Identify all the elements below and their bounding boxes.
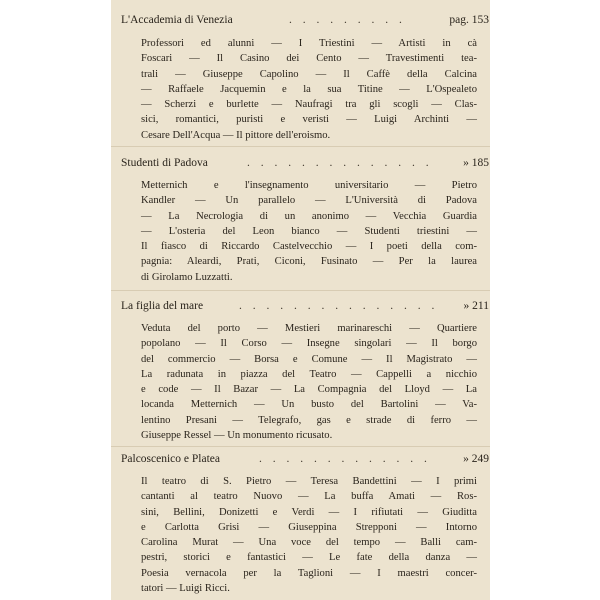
summary-line: cantanti al teatro Nuovo — La buffa Amati — Ros-	[141, 491, 477, 503]
section-summary	[141, 474, 477, 596]
dot-leader: . . . . . . . . .	[289, 14, 406, 26]
section-summary	[141, 321, 477, 443]
summary-line: Foscari — Il Casino dei Cento — Travestimenti tea-	[141, 53, 477, 65]
section-divider	[111, 446, 490, 447]
summary-line: sini, Bellini, Donizetti e Verdi — I rifiutati — Giuditta	[141, 506, 477, 518]
summary-line: Carolina Murat — Una voce del tempo — Balli cam-	[141, 537, 477, 549]
section-divider	[111, 290, 490, 291]
summary-line: Cesare Dell'Acqua — Il pittore dell'eroismo.	[141, 129, 331, 141]
summary-line: e code — Il Bazar — La Compagnia del Lloyd — La	[141, 384, 477, 396]
toc-heading	[121, 155, 489, 171]
summary-line: Poesia vernacola per la Taglioni — I maestri concer-	[141, 567, 477, 579]
summary-line: popolano — Il Corso — Insegne singolari — Il borgo	[141, 338, 477, 350]
page-number: pag. 153	[449, 14, 489, 26]
section-title: L'Accademia di Venezia	[121, 14, 233, 26]
summary-line: Kandler — Un parallelo — L'Università di Padova	[141, 195, 477, 207]
dot-leader: . . . . . . . . . . . . .	[259, 453, 431, 465]
summary-line: Professori ed alunni — I Triestini — Artisti in cà	[141, 38, 477, 49]
summary-line: del commercio — Borsa e Comune — Il Magistrato —	[141, 353, 477, 365]
summary-line: Giuseppe Ressel — Un monumento ricusato.	[141, 430, 333, 442]
summary-line: e Carlotta Grisi — Giuseppina Strepponi — Intorno	[141, 521, 477, 533]
summary-line: Il teatro di S. Pietro — Teresa Bandettini — I primi	[141, 476, 477, 487]
summary-line: — Raffaele Jacquemin e la sua Titine — L'Ospealeto	[141, 83, 477, 95]
summary-line: trali — Giuseppe Capolino — Il Caffè della Calcina	[141, 68, 477, 80]
summary-line: Il fiasco di Riccardo Castelvecchio — I poeti della com-	[141, 241, 477, 253]
summary-line: pestri, storici e fantastici — Le fate della danza —	[141, 552, 477, 564]
section-summary	[141, 36, 477, 143]
summary-line: — L'osteria del Leon bianco — Studenti triestini —	[141, 225, 477, 237]
dot-leader: . . . . . . . . . . . . . . .	[239, 300, 439, 312]
section-title: Palcoscenico e Platea	[121, 453, 220, 465]
toc-heading	[121, 451, 489, 467]
section-title: Studenti di Padova	[121, 157, 208, 169]
summary-line: Veduta del porto — Mestieri marinareschi — Quartiere	[141, 323, 477, 334]
summary-line: locanda Metternich — Un busto del Bartolini — Va-	[141, 399, 477, 411]
page-number: » 249	[463, 453, 489, 465]
page-number: » 211	[463, 300, 489, 312]
summary-line: — Scherzi e burlette — Naufragi tra gli scogli — Clas-	[141, 99, 477, 111]
summary-line: Metternich e l'insegnamento universitario — Pietro	[141, 180, 477, 191]
page-number: » 185	[463, 157, 489, 169]
toc-heading	[121, 12, 489, 28]
summary-line: di Girolamo Luzzatti.	[141, 271, 233, 283]
dot-leader: . . . . . . . . . . . . . .	[247, 157, 433, 169]
toc-heading	[121, 298, 489, 314]
summary-line: La radunata in piazza del Teatro — Cappelli a nicchio	[141, 368, 477, 380]
summary-line: — La Necrologia di un anonimo — Vecchia Guardia	[141, 210, 477, 222]
summary-line: tatori — Luigi Ricci.	[141, 583, 230, 595]
section-title: La figlia del mare	[121, 300, 204, 312]
summary-line: lentino Presani — Telegrafo, gas e strade di ferro —	[141, 414, 477, 426]
section-summary	[141, 178, 477, 285]
section-divider	[111, 146, 490, 147]
book-page	[111, 0, 490, 600]
summary-line: pagnia: Aleardi, Prati, Ciconi, Fusinato — Per la laurea	[141, 256, 477, 268]
summary-line: sici, romantici, puristi e veristi — Luigi Archinti —	[141, 114, 477, 126]
